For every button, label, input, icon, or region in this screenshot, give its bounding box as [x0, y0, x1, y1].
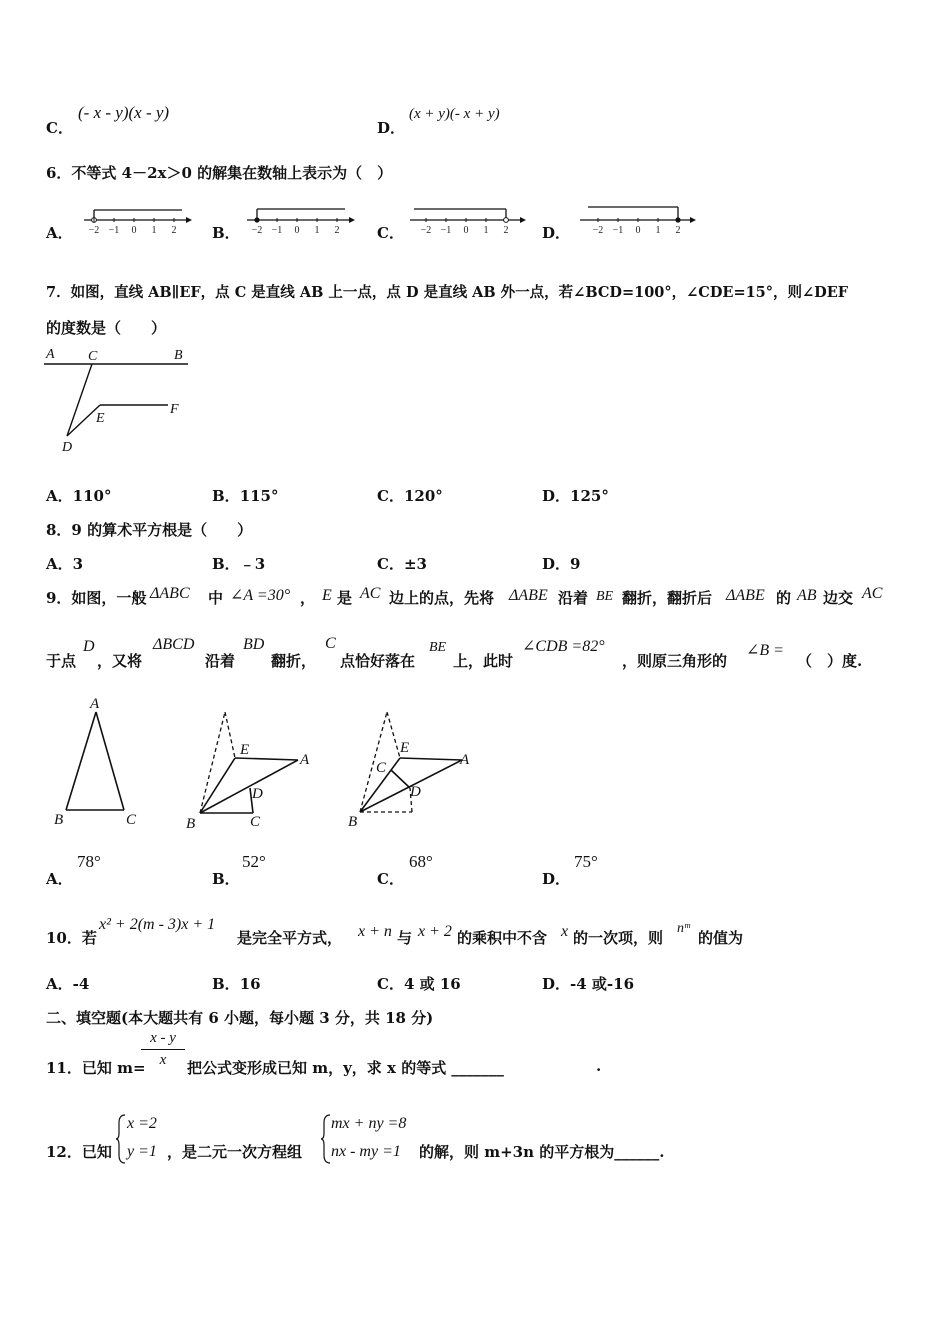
- q10-option-c: C．4 或 16: [377, 975, 461, 993]
- q6-option-d-label: D．: [542, 224, 571, 242]
- question-7-stem-cont: 的度数是（ ）: [46, 319, 167, 337]
- q9-math: AC: [862, 585, 883, 602]
- number-line-c: [408, 202, 528, 236]
- q9-text: （ ）度.: [797, 652, 863, 670]
- q9-text: 边交: [823, 589, 854, 607]
- q7-option-a: A．110°: [46, 487, 112, 505]
- tick-label: 0: [463, 225, 469, 236]
- q10-text: 的乘积中不含: [457, 929, 548, 947]
- q7-option-c: C．120°: [377, 487, 443, 505]
- q10-option-d: D．-4 或-16: [542, 975, 635, 993]
- q9-math: E: [322, 587, 332, 604]
- tick-label: 1: [655, 225, 661, 236]
- q9-option-a-label: A．: [46, 870, 73, 888]
- q5-option-d-label: D．: [377, 119, 406, 137]
- point-label-f: F: [170, 402, 179, 417]
- fraction-numerator: x - y: [150, 1030, 176, 1046]
- q9-math: AB: [797, 587, 817, 604]
- q9-option-c-value: 68°: [409, 852, 433, 871]
- point-label-c: C: [376, 760, 387, 776]
- tick-label: −1: [271, 225, 283, 236]
- point-label-d: D: [410, 784, 421, 800]
- q9-text: ，又将: [97, 652, 143, 670]
- q9-figure-1: [46, 692, 146, 832]
- question-8-stem: 8．9 的算术平方根是（ ）: [46, 521, 253, 539]
- q9-option-a-value: 78°: [77, 852, 101, 871]
- q10-math: x: [561, 923, 569, 940]
- q9-math: ∠A =30°: [230, 587, 291, 604]
- q12-system1-eq1: x =2: [127, 1115, 157, 1132]
- q9-text: ，则原三角形的: [622, 652, 728, 670]
- q12-text: 12．已知: [46, 1143, 112, 1161]
- tick-label: 2: [675, 225, 681, 236]
- q9-text: 沿着: [205, 652, 236, 670]
- q9-option-b-value: 52°: [242, 852, 266, 871]
- q9-text: 是: [337, 589, 353, 607]
- q7-option-b: B．115°: [212, 487, 279, 505]
- section-2-title: 二、填空题(本大题共有 6 小题，每小题 3 分，共 18 分): [46, 1009, 434, 1027]
- q9-text: 点恰好落在: [340, 652, 416, 670]
- point-label-b: B: [186, 816, 196, 832]
- number-line-a: [82, 202, 194, 236]
- tick-label: −1: [440, 225, 452, 236]
- q9-math: ΔABC: [150, 585, 190, 602]
- q10-text: 与: [397, 929, 413, 947]
- q9-text: 9．如图，一般: [46, 589, 147, 607]
- q12-text: 的解，则 m+3n 的平方根为______.: [419, 1143, 665, 1161]
- tick-label: 1: [483, 225, 489, 236]
- q8-option-a: A．3: [46, 555, 84, 573]
- q9-math: ∠B =: [746, 642, 784, 659]
- point-label-e: E: [240, 742, 250, 758]
- fraction-bar: [141, 1049, 185, 1050]
- tick-label: 2: [171, 225, 177, 236]
- q8-option-b: B．﹣3: [212, 555, 266, 573]
- q5-option-c-expr: (- x - y)(x - y): [78, 103, 170, 122]
- q10-text: 的值为: [698, 929, 744, 947]
- q9-text: 的: [776, 589, 792, 607]
- point-label-a: A: [90, 696, 100, 712]
- point-label-b: B: [174, 348, 183, 363]
- q10-option-b: B．16: [212, 975, 261, 993]
- q6-option-b-label: B．: [212, 224, 240, 242]
- tick-label: 2: [503, 225, 509, 236]
- tick-label: 0: [635, 225, 641, 236]
- point-label-c: C: [126, 812, 137, 828]
- point-label-d: D: [62, 440, 73, 455]
- q9-text: 中: [208, 589, 224, 607]
- q9-math: BE: [596, 589, 614, 604]
- q9-option-d-label: D．: [542, 870, 571, 888]
- q10-math: x² + 2(m - 3)x + 1: [99, 916, 216, 933]
- q9-text: 于点: [46, 652, 77, 670]
- q11-text: 把公式变形成已知 m，y，求 x 的等式 _______: [187, 1059, 504, 1077]
- point-label-a: A: [460, 752, 470, 768]
- point-label-e: E: [96, 411, 105, 426]
- q5-option-d-expr: (x + y)(- x + y): [409, 106, 500, 122]
- q9-math: C: [325, 635, 336, 652]
- q10-text: 10．若: [46, 929, 97, 947]
- q10-option-a: A．-4: [46, 975, 90, 993]
- point-label-b: B: [348, 814, 358, 830]
- q9-math: ΔABE: [726, 587, 765, 604]
- q9-text: 翻折，: [271, 652, 317, 670]
- q9-math: ΔBCD: [153, 636, 195, 653]
- brace-icon: [115, 1113, 127, 1165]
- tick-label: −2: [592, 225, 604, 236]
- q6-option-a-label: A．: [46, 224, 73, 242]
- q9-option-c-label: C．: [377, 870, 404, 888]
- tick-label: −2: [88, 225, 100, 236]
- q9-text: 上，此时: [453, 652, 514, 670]
- q9-math: ΔABE: [509, 587, 548, 604]
- tick-label: 0: [294, 225, 300, 236]
- q7-option-d: D．125°: [542, 487, 609, 505]
- tick-label: −1: [108, 225, 120, 236]
- question-7-stem: 7．如图，直线 AB∥EF，点 C 是直线 AB 上一点，点 D 是直线 AB 外一点，若∠BCD=100°，∠CDE=15°，则∠DEF: [46, 284, 849, 301]
- q12-system2-eq2: nx - my =1: [331, 1143, 401, 1160]
- q9-figure-3: [342, 700, 482, 835]
- tick-label: −2: [251, 225, 263, 236]
- point-label-c: C: [250, 814, 261, 830]
- q9-text: 边上的点，先将: [389, 589, 495, 607]
- q10-text: 的一次项，则: [573, 929, 664, 947]
- q12-text: ，是二元一次方程组: [167, 1143, 303, 1161]
- q10-math: x + 2: [418, 923, 452, 940]
- q10-math: x + n: [358, 923, 392, 940]
- q12-system1-eq2: y =1: [127, 1143, 157, 1160]
- tick-label: 1: [151, 225, 157, 236]
- q8-option-c: C．±3: [377, 555, 427, 573]
- point-label-a: A: [300, 752, 310, 768]
- q10-math: nᵐ: [677, 921, 690, 936]
- question-6-stem: 6．不等式 4－2x＞0 的解集在数轴上表示为（ ）: [46, 164, 393, 182]
- point-label-c: C: [88, 349, 98, 364]
- q12-system2-eq1: mx + ny =8: [331, 1115, 407, 1132]
- tick-label: 2: [334, 225, 340, 236]
- tick-label: 0: [131, 225, 137, 236]
- q9-text: 沿着: [558, 589, 589, 607]
- q9-option-d-value: 75°: [574, 852, 598, 871]
- tick-label: −1: [612, 225, 624, 236]
- q9-math: AC: [360, 585, 381, 602]
- q9-math: BD: [243, 636, 265, 653]
- number-line-b: [245, 202, 357, 236]
- q9-math: ∠CDB =82°: [522, 638, 605, 655]
- q11-text: 11．已知 m=: [46, 1059, 146, 1077]
- tick-label: 1: [314, 225, 320, 236]
- q11-period: .: [596, 1057, 602, 1075]
- q11-fraction: [141, 1030, 185, 1069]
- point-label-d: D: [252, 786, 263, 802]
- q9-math: D: [83, 638, 95, 655]
- q6-option-c-label: C．: [377, 224, 404, 242]
- q7-figure: [40, 342, 200, 458]
- point-label-a: A: [46, 347, 55, 362]
- point-label-e: E: [400, 740, 410, 756]
- q9-option-b-label: B．: [212, 870, 240, 888]
- fraction-denominator: x: [159, 1052, 167, 1068]
- q8-option-d: D．9: [542, 555, 581, 573]
- tick-label: −2: [420, 225, 432, 236]
- q5-option-c-label: C．: [46, 119, 73, 137]
- number-line-d: [578, 200, 698, 236]
- q10-text: 是完全平方式，: [237, 929, 343, 947]
- q9-math: BE: [429, 640, 447, 655]
- q9-text: 翻折，翻折后: [622, 589, 713, 607]
- q9-text: ，: [300, 589, 316, 607]
- q9-figure-2: [180, 700, 320, 835]
- point-label-b: B: [54, 812, 64, 828]
